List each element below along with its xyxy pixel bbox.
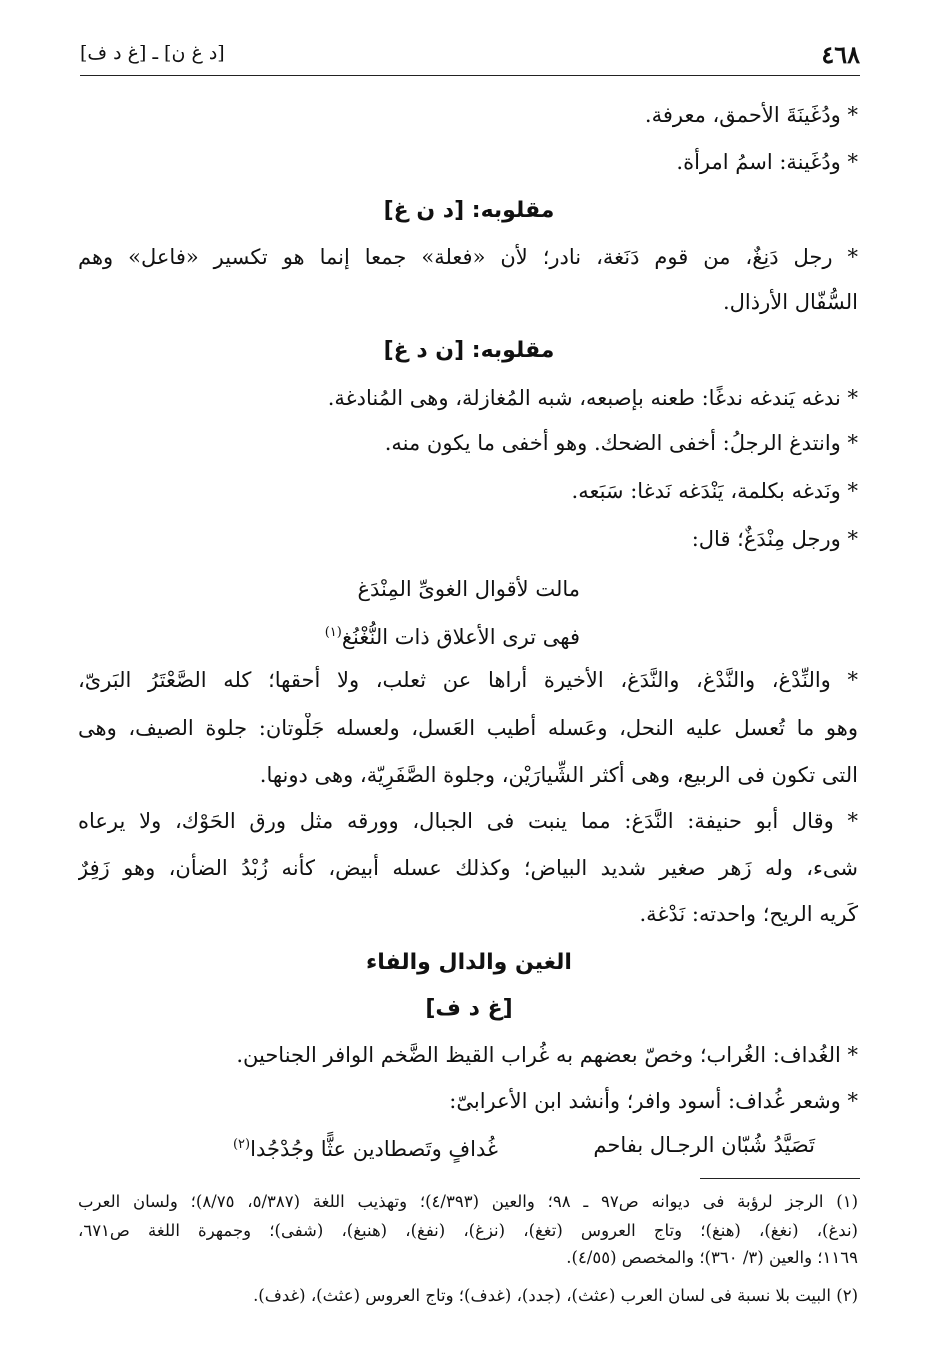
entry-line: التى تكون فى الربيع، وهى أكثر الشِّيارَيْن، وجلوة الصَّفَرِيّة، وهى دونها.: [259, 763, 858, 787]
verse-text: غُدافٍ وتَصطادين عثًّا وجُدْجُدا: [250, 1137, 498, 1161]
footnote-line: [78, 1284, 858, 1308]
footnote-ref: (٢): [232, 1137, 251, 1152]
running-head: [د غ ن] ـ [غ د ف]: [80, 42, 225, 64]
verse-text: فهى ترى الأعلاق ذات النُّغْنُغ: [341, 625, 580, 649]
section-heading: [غ د ف]: [425, 996, 513, 1021]
footnote-line: [78, 1190, 858, 1214]
header-rule: [80, 75, 860, 76]
section-title: الغين والدال والفاء: [366, 950, 572, 975]
verse-line: مالت لأقوال الغوىِّ المِنْدَغ: [357, 577, 580, 601]
entry-line: * والنِّدْغ، والنَّدْغ، والنَّدَغ، الأخيرة أراها عن ثعلب، ولا أحقها؛ كله الصَّعْتَرُ البَرىّ،: [78, 668, 858, 692]
entry-line: * ودُغَينَةَ الأحمق، معرفة.: [644, 103, 858, 127]
entry-line: * ودُغَينة: اسمُ امرأة.: [676, 150, 858, 174]
page-header: [80, 40, 860, 80]
footnote-number: (٢): [836, 1286, 858, 1305]
entry-line: شىء، وله زَهر صغير شديد البياض؛ وكذلك عسله أبيض، كأنه زُبْدُ الضأن، وهو زَفِرٌ: [78, 856, 858, 880]
page-number: ٤٦٨: [821, 40, 860, 69]
section-heading: مقلوبه: [ن د غ]: [383, 338, 555, 363]
footnote-line: ١١٦٩؛ والعين (٣/ ٣٦٠)؛ والمخصص (٤/٥٥).: [566, 1248, 858, 1267]
footnote-text: البيت بلا نسبة فى لسان العرب (عثث)، (جدد)، (غدف)؛ وتاج العروس (عثث)، (غدف).: [253, 1286, 831, 1305]
entry-line: وهو ما تُعسل عليه النحل، وعَسله أطيب العَسل، ولعسله جَلْوتان: جلوة الصيف، وهى: [78, 716, 858, 740]
entry-line: كَريه الريح؛ واحدته: نَدْغة.: [639, 902, 858, 926]
verse-line: [325, 618, 580, 652]
entry-line: * ورجل مِنْدَغٌ؛ قال:: [691, 527, 858, 551]
footnote-ref: (١): [324, 625, 342, 640]
footnote-text: الرجز لرؤبة فى ديوانه ص٩٧ ـ ٩٨؛ والعين (٤/٣٩٣)؛ وتهذيب اللغة (٥/٣٨٧، ٨/٧٥)؛ ولسان العرب: [78, 1192, 824, 1211]
section-heading: مقلوبه: [د ن غ]: [383, 198, 555, 223]
verse-hemistich-first: تَصَيَّدُ شُبّان الرجـال بفاحم: [593, 1133, 815, 1157]
entry-line: السُّفّال الأرذال.: [723, 290, 858, 314]
entry-line: * الغُداف: الغُراب؛ وخصّ بعضهم به غُراب القيظ الضَّخم الوافر الجناحين.: [236, 1043, 858, 1067]
entry-line: * وشعر غُداف: أسود وافر؛ وأنشد ابن الأعرابىّ:: [449, 1089, 858, 1113]
verse-hemistich-second: [233, 1130, 498, 1164]
entry-line: * ندغه يَندغه ندغًا: طعنه بإصبعه، شبه المُغازلة، وهى المُنادغة.: [327, 386, 858, 410]
entry-line: * رجل دَنِغٌ، من قوم دَنَغة، نادر؛ لأن «فعلة» جمعا إنما هو تكسير «فاعل» وهم: [78, 245, 858, 269]
entry-line: * ونَدغه بكلمة، يَنْدَغه نَدغا: سَبَعه.: [571, 479, 858, 503]
footnote-number: (١): [836, 1192, 858, 1211]
entry-line: * وانتدغ الرجلُ: أخفى الضحك. وهو أخفى ما يكون منه.: [384, 431, 858, 455]
entry-line: * وقال أبو حنيفة: النَّدَغ: مما ينبت فى الجبال، وورقه مثل ورق الحَوْك، ولا يرعاه: [78, 809, 858, 833]
footnote-rule: [700, 1178, 860, 1179]
footnote-line: (ندغ)، (نغغ)، (هنغ)؛ وتاج العروس (تغغ)، (نزغ)، (نفغ)، (هنبغ)، (شفى)؛ وجمهرة اللغة ص٦٧١،: [78, 1221, 858, 1240]
